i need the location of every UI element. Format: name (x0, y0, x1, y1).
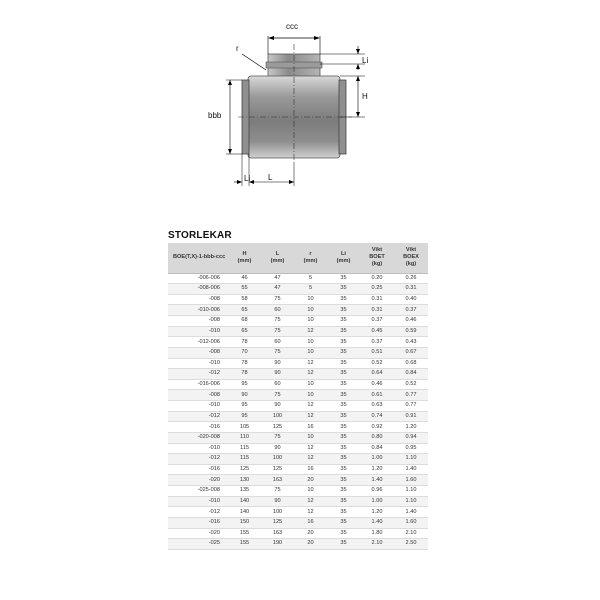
table-row (168, 358, 428, 369)
table-cell: 115 (228, 443, 261, 454)
table-cell: 75 (261, 326, 294, 337)
table-cell: 0.84 (360, 443, 394, 454)
table-row (168, 379, 428, 390)
table-cell: 0.77 (394, 390, 428, 401)
table-cell: 35 (327, 284, 360, 295)
table-cell: -006-006 (168, 273, 228, 284)
table-cell: 0.74 (360, 411, 394, 422)
table-row (168, 475, 428, 486)
table-row (168, 464, 428, 475)
table-cell: 35 (327, 454, 360, 465)
table-cell: -012-006 (168, 337, 228, 348)
table-cell: 35 (327, 539, 360, 550)
table-cell: 1.80 (360, 528, 394, 539)
table-cell: 2.10 (394, 528, 428, 539)
table-cell: 35 (327, 475, 360, 486)
table-cell: 1.60 (394, 475, 428, 486)
table-cell: 16 (294, 422, 327, 433)
table-cell: 75 (261, 432, 294, 443)
table-cell: 0.46 (360, 379, 394, 390)
table-cell: 16 (294, 464, 327, 475)
table-header-row (168, 243, 428, 273)
table-cell: 75 (261, 486, 294, 497)
table-cell: 60 (261, 379, 294, 390)
table-cell: -016-006 (168, 379, 228, 390)
table-cell: 35 (327, 358, 360, 369)
table-cell: -020 (168, 528, 228, 539)
ccc-label: ccc (286, 22, 298, 31)
table-cell: 35 (327, 294, 360, 305)
table-cell: 20 (294, 539, 327, 550)
table-body (168, 273, 428, 549)
table-cell: -016 (168, 464, 228, 475)
table-cell: -016 (168, 422, 228, 433)
table-cell: -010 (168, 358, 228, 369)
table-cell: 5 (294, 284, 327, 295)
table-cell: -012 (168, 507, 228, 518)
table-cell: 90 (261, 443, 294, 454)
table-cell: 35 (327, 273, 360, 284)
bbb-label: bbb (208, 111, 222, 120)
table-cell: 0.37 (360, 316, 394, 327)
table-cell: 16 (294, 517, 327, 528)
table-cell: 35 (327, 464, 360, 475)
r-label: r (236, 44, 239, 53)
table-cell: 163 (261, 528, 294, 539)
table-cell: 95 (228, 401, 261, 412)
table-cell: 1.10 (394, 454, 428, 465)
table-cell: 12 (294, 369, 327, 380)
table-cell: 0.59 (394, 326, 428, 337)
table-cell: 10 (294, 486, 327, 497)
table-cell: 35 (327, 316, 360, 327)
table-cell: 1.20 (360, 507, 394, 518)
table-cell: 1.40 (394, 464, 428, 475)
table-cell: -020-008 (168, 432, 228, 443)
table-cell: 95 (228, 379, 261, 390)
table-cell: 2.50 (394, 539, 428, 550)
table-cell: 90 (261, 496, 294, 507)
table-cell: 60 (261, 337, 294, 348)
table-cell: 0.61 (360, 390, 394, 401)
table-row (168, 294, 428, 305)
table-cell: 35 (327, 369, 360, 380)
table-cell: 0.96 (360, 486, 394, 497)
header-cell: Vikt BOET (kg) (360, 243, 394, 273)
table-cell: 5 (294, 273, 327, 284)
table-cell: 0.94 (394, 432, 428, 443)
table-cell: 10 (294, 347, 327, 358)
table-cell: 0.43 (394, 337, 428, 348)
table-cell: 125 (228, 464, 261, 475)
table-row (168, 486, 428, 497)
table-cell: 0.67 (394, 347, 428, 358)
table-cell: 65 (228, 326, 261, 337)
table-cell: 100 (261, 454, 294, 465)
table-cell: 12 (294, 401, 327, 412)
table-cell: 2.10 (360, 539, 394, 550)
table-cell: 0.37 (394, 305, 428, 316)
sizes-title: STORLEKAR (168, 230, 232, 241)
table-cell: 10 (294, 390, 327, 401)
table-cell: 0.77 (394, 401, 428, 412)
table-cell: 78 (228, 369, 261, 380)
table-cell: 12 (294, 454, 327, 465)
table-cell: 35 (327, 337, 360, 348)
table-cell: 1.00 (360, 496, 394, 507)
table-cell: 125 (261, 517, 294, 528)
table-cell: -008 (168, 390, 228, 401)
table-cell: 90 (261, 358, 294, 369)
table-cell: 35 (327, 517, 360, 528)
table-cell: 0.68 (394, 358, 428, 369)
table-cell: 125 (261, 422, 294, 433)
table-cell: 20 (294, 528, 327, 539)
table-cell: 1.10 (394, 486, 428, 497)
table-cell: -010 (168, 326, 228, 337)
table-cell: 100 (261, 507, 294, 518)
table-cell: 163 (261, 475, 294, 486)
table-cell: 0.25 (360, 284, 394, 295)
table-cell: -010 (168, 401, 228, 412)
table-cell: 90 (228, 390, 261, 401)
table-cell: 12 (294, 358, 327, 369)
table-cell: 0.45 (360, 326, 394, 337)
table-cell: 100 (261, 411, 294, 422)
table-cell: 10 (294, 294, 327, 305)
table-cell: 35 (327, 347, 360, 358)
table-cell: -025 (168, 539, 228, 550)
table-cell: 1.20 (394, 422, 428, 433)
table-cell: 47 (261, 273, 294, 284)
table-cell: 35 (327, 507, 360, 518)
table-cell: 68 (228, 316, 261, 327)
table-cell: 35 (327, 528, 360, 539)
table-cell: 135 (228, 486, 261, 497)
li-top-label: Li (362, 56, 369, 65)
table-cell: 0.52 (360, 358, 394, 369)
table-cell: 75 (261, 390, 294, 401)
table-cell: 150 (228, 517, 261, 528)
table-cell: 0.92 (360, 422, 394, 433)
table-cell: 0.37 (360, 337, 394, 348)
table-cell: 0.46 (394, 316, 428, 327)
table-row (168, 284, 428, 295)
table-cell: 35 (327, 401, 360, 412)
table-row (168, 273, 428, 284)
table-cell: 0.95 (394, 443, 428, 454)
table-cell: 190 (261, 539, 294, 550)
table-cell: -008 (168, 316, 228, 327)
table-cell: 0.20 (360, 273, 394, 284)
table-cell: -008 (168, 347, 228, 358)
table-cell: -008-006 (168, 284, 228, 295)
table-cell: 0.80 (360, 432, 394, 443)
table-cell: 12 (294, 443, 327, 454)
li-bottom-label: Li (244, 174, 251, 183)
table-cell: 35 (327, 486, 360, 497)
table-cell: 78 (228, 337, 261, 348)
table-cell: 60 (261, 305, 294, 316)
table-cell: 155 (228, 528, 261, 539)
table-cell: 140 (228, 496, 261, 507)
table-cell: 125 (261, 464, 294, 475)
table-cell: 12 (294, 507, 327, 518)
header-cell: Li (mm) (327, 243, 360, 273)
table-cell: 35 (327, 390, 360, 401)
table-cell: 47 (261, 284, 294, 295)
table-cell: 0.84 (394, 369, 428, 380)
table-row (168, 443, 428, 454)
table-row (168, 496, 428, 507)
l-label: L (268, 173, 273, 182)
table-row (168, 326, 428, 337)
table-cell: 1.00 (360, 454, 394, 465)
table-cell: 95 (228, 411, 261, 422)
table-cell: 35 (327, 422, 360, 433)
table-cell: 12 (294, 326, 327, 337)
table-row (168, 337, 428, 348)
table-row (168, 316, 428, 327)
table-cell: 35 (327, 432, 360, 443)
table-row (168, 539, 428, 550)
table-cell: 35 (327, 496, 360, 507)
table-cell: 1.40 (360, 475, 394, 486)
table-cell: 70 (228, 347, 261, 358)
table-cell: 1.40 (360, 517, 394, 528)
table-cell: 140 (228, 507, 261, 518)
table-row (168, 390, 428, 401)
table-row (168, 347, 428, 358)
table-cell: 10 (294, 379, 327, 390)
table-cell: 0.31 (360, 294, 394, 305)
table-cell: 1.10 (394, 496, 428, 507)
table-cell: -025-008 (168, 486, 228, 497)
table-row (168, 507, 428, 518)
table-cell: 10 (294, 337, 327, 348)
table-cell: 1.60 (394, 517, 428, 528)
table-cell: 58 (228, 294, 261, 305)
table-cell: -010-006 (168, 305, 228, 316)
table-row (168, 422, 428, 433)
table-cell: 0.52 (394, 379, 428, 390)
table-cell: 110 (228, 432, 261, 443)
table-cell: 0.31 (394, 284, 428, 295)
table-cell: 35 (327, 379, 360, 390)
table-cell: 0.64 (360, 369, 394, 380)
table-cell: 155 (228, 539, 261, 550)
table-cell: 0.51 (360, 347, 394, 358)
sizes-table (168, 243, 428, 550)
header-cell: L (mm) (261, 243, 294, 273)
table-cell: 12 (294, 411, 327, 422)
tee-fitting-svg (190, 14, 390, 194)
table-cell: -008 (168, 294, 228, 305)
table-cell: -012 (168, 454, 228, 465)
table-cell: 35 (327, 443, 360, 454)
table-cell: 10 (294, 316, 327, 327)
table-cell: 90 (261, 369, 294, 380)
h-label: H (362, 92, 368, 101)
table-cell: 46 (228, 273, 261, 284)
table-cell: 0.40 (394, 294, 428, 305)
header-cell: H (mm) (228, 243, 261, 273)
table-cell: 75 (261, 316, 294, 327)
table-cell: 115 (228, 454, 261, 465)
table-row (168, 369, 428, 380)
table-cell: 1.20 (360, 464, 394, 475)
table-cell: 55 (228, 284, 261, 295)
table-cell: 0.26 (394, 273, 428, 284)
tee-fitting-drawing (190, 14, 390, 194)
header-cell: Vikt BOEX (kg) (394, 243, 428, 273)
table-cell: 90 (261, 401, 294, 412)
table-row (168, 401, 428, 412)
table-cell: 35 (327, 326, 360, 337)
table-row (168, 517, 428, 528)
table-cell: -012 (168, 369, 228, 380)
table-cell: -020 (168, 475, 228, 486)
table-cell: 105 (228, 422, 261, 433)
table-row (168, 305, 428, 316)
table-cell: -012 (168, 411, 228, 422)
table-row (168, 454, 428, 465)
table-row (168, 432, 428, 443)
header-cell: r (mm) (294, 243, 327, 273)
table-cell: 0.31 (360, 305, 394, 316)
table-cell: 0.91 (394, 411, 428, 422)
table-cell: 0.63 (360, 401, 394, 412)
table-cell: 78 (228, 358, 261, 369)
table-cell: 10 (294, 305, 327, 316)
table-cell: -010 (168, 496, 228, 507)
table-cell: 20 (294, 475, 327, 486)
table-cell: 10 (294, 432, 327, 443)
table-cell: -016 (168, 517, 228, 528)
table-cell: 1.40 (394, 507, 428, 518)
table-cell: 75 (261, 294, 294, 305)
table-cell: -010 (168, 443, 228, 454)
table-cell: 35 (327, 411, 360, 422)
table-cell: 75 (261, 347, 294, 358)
table-cell: 130 (228, 475, 261, 486)
table-row (168, 528, 428, 539)
table-row (168, 411, 428, 422)
table-cell: 65 (228, 305, 261, 316)
table-cell: 35 (327, 305, 360, 316)
header-cell: BOE(T,X)-1-bbb-ccc (168, 243, 228, 273)
table-cell: 12 (294, 496, 327, 507)
